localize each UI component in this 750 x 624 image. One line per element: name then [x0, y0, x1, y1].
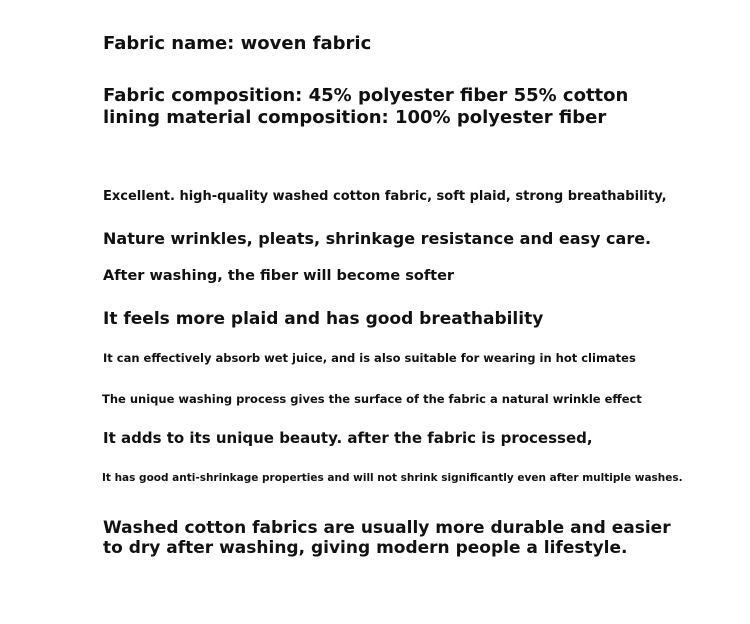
unique-beauty-text: It adds to its unique beauty. after the fabric is processed,	[103, 429, 593, 447]
excellent-quality-text: Excellent. high-quality washed cotton fabric, soft plaid, strong breathability,	[103, 189, 667, 204]
nature-wrinkles-text: Nature wrinkles, pleats, shrinkage resistance and easy care.	[103, 229, 652, 248]
fabric-composition-text: Fabric composition: 45% polyester fiber 55% cotton	[103, 85, 629, 106]
feels-plaid-text: It feels more plaid and has good breathability	[103, 309, 544, 329]
fabric-name-text: Fabric name: woven fabric	[103, 33, 372, 54]
durable-text-line-2: to dry after washing, giving modern people a lifestyle.	[103, 538, 628, 558]
durable-text-line-1: Washed cotton fabrics are usually more durable and easier	[103, 518, 671, 538]
after-washing-text: After washing, the fiber will become softer	[103, 268, 455, 284]
absorb-text: It can effectively absorb wet juice, and is also suitable for wearing in hot climates	[103, 351, 636, 365]
lining-composition-text: lining material composition: 100% polyester fiber	[103, 107, 607, 128]
washing-process-text: The unique washing process gives the surface of the fabric a natural wrinkle effect	[102, 392, 642, 406]
anti-shrinkage-text: It has good anti-shrinkage properties and will not shrink significantly even after multiple washes.	[102, 472, 683, 484]
